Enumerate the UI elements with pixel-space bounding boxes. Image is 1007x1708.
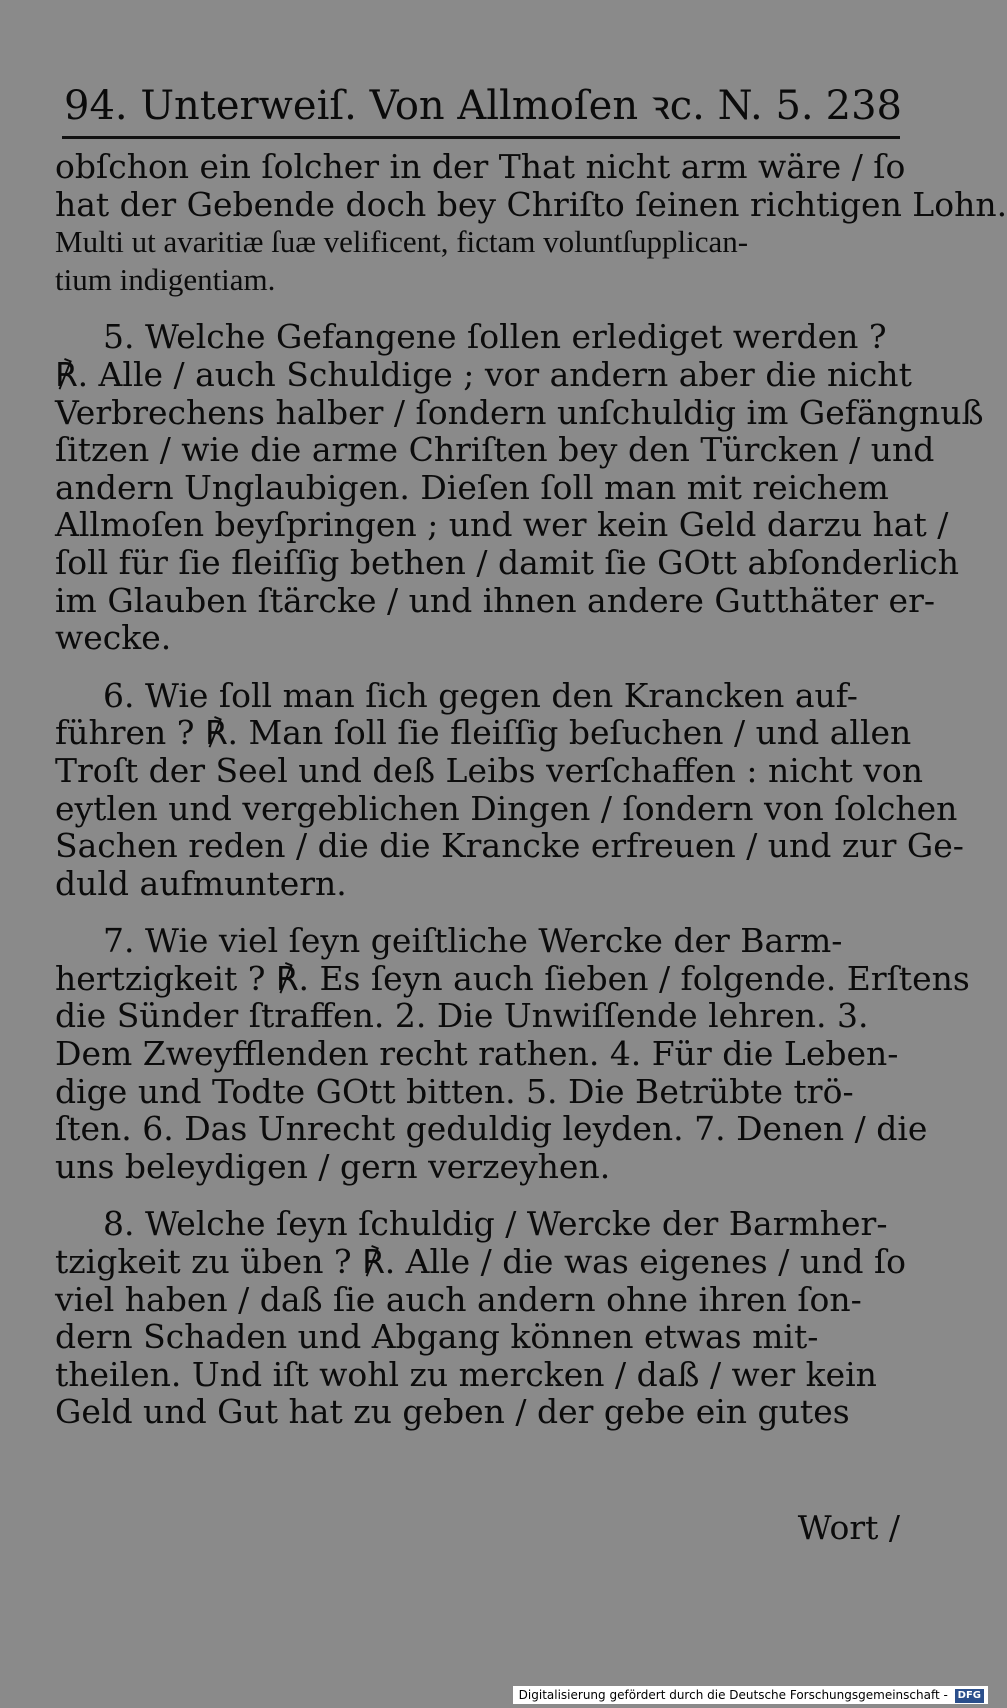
catchword: Wort / xyxy=(797,1508,900,1547)
text-line: wecke. xyxy=(55,618,172,658)
text-line: dern Schaden und Abgang können etwas mit- xyxy=(55,1317,819,1357)
text-line: theilen. Und iſt wohl zu mercken / daß / wer kein xyxy=(55,1354,877,1394)
latin-line: Multi ut avaritiæ ſuæ velificent, fictam voluntſupplican- xyxy=(55,224,749,260)
text-line: führen ? ℟. Man ſoll ſie fleiſſig beſuchen / und allen xyxy=(55,713,912,753)
latin-line: tium indigentiam. xyxy=(55,261,276,297)
text-line: Geld und Gut hat zu geben / der gebe ein gutes xyxy=(55,1392,850,1432)
paragraph-question-7 xyxy=(55,921,970,1186)
running-header xyxy=(64,80,902,132)
text-line: duld aufmuntern. xyxy=(55,863,347,903)
paragraph-question-8 xyxy=(55,1205,905,1431)
paragraph-question-5 xyxy=(55,317,984,658)
text-line: obſchon ein ſolcher in der That nicht arm wäre / ſo xyxy=(55,147,906,186)
text-line: Allmoſen beyſpringen ; und wer kein Geld darzu hat / xyxy=(55,505,949,545)
text-line: dige und Todte GOtt bitten. 5. Die Betrübte trö- xyxy=(55,1071,854,1111)
text-line: ſten. 6. Das Unrecht geduldig leyden. 7. Denen / die xyxy=(55,1109,928,1149)
text-line: tzigkeit zu üben ? ℟. Alle / die was eigenes / und ſo xyxy=(55,1242,907,1282)
question-line: 8. Welche ſeyn ſchuldig / Wercke der Barmher- xyxy=(103,1204,888,1244)
header-title: 94. Unterweiſ. Von Allmoſen ꝛc. N. 5. xyxy=(64,83,814,129)
text-line: Verbrechens halber / ſondern unſchuldig im Gefängnuß xyxy=(55,392,984,432)
question-line: 6. Wie ſoll man ſich gegen den Krancken auf- xyxy=(103,675,858,715)
header-rule xyxy=(62,136,900,139)
question-line: 7. Wie viel ſeyn geiſtliche Wercke der Barm- xyxy=(103,921,843,961)
text-line: im Glauben ſtärcke / und ihnen andere Gutthäter er- xyxy=(55,580,936,620)
text-line: uns beleydigen / gern verzeyhen. xyxy=(55,1146,611,1186)
text-line: Dem Zweyfflenden recht rathen. 4. Für die Leben- xyxy=(55,1034,899,1074)
paragraph-question-6 xyxy=(55,675,964,903)
digitization-credit xyxy=(513,1686,988,1704)
credit-text: Digitalisierung gefördert durch die Deutsche Forschungsgemeinschaft - xyxy=(518,1688,948,1702)
page-number: 238 xyxy=(825,83,902,129)
text-line: hat der Gebende doch bey Chriſto ſeinen richtigen Lohn. xyxy=(55,184,1007,224)
text-line: viel haben / daß ſie auch andern ohne ihren ſon- xyxy=(55,1279,862,1319)
text-line: Sachen reden / die die Krancke erfreuen / und zur Ge- xyxy=(55,826,964,866)
text-line: andern Unglaubigen. Dieſen ſoll man mit reichem xyxy=(55,467,889,507)
body-text xyxy=(55,147,1007,1432)
text-line: eytlen und vergeblichen Dingen / ſondern von ſolchen xyxy=(55,788,958,828)
text-line: ſitzen / wie die arme Chriſten bey den Türcken / und xyxy=(55,430,935,470)
text-line: ſoll für ſie fleiſſig bethen / damit ſie GOtt abſonderlich xyxy=(55,542,959,582)
text-line: ℟. Alle / auch Schuldige ; vor andern aber die nicht xyxy=(55,354,912,394)
text-line: die Sünder ſtraffen. 2. Die Unwiſſende lehren. 3. xyxy=(55,996,869,1036)
text-line: hertzigkeit ? ℟. Es ſeyn auch ſieben / folgende. Erſtens xyxy=(55,958,970,998)
dfg-logo-icon: DFG xyxy=(955,1689,984,1703)
paragraph-continuation xyxy=(55,147,1007,298)
question-line: 5. Welche Gefangene ſollen erlediget werden ? xyxy=(103,317,887,357)
text-line: Troſt der Seel und deß Leibs verſchaffen : nicht von xyxy=(55,750,924,790)
